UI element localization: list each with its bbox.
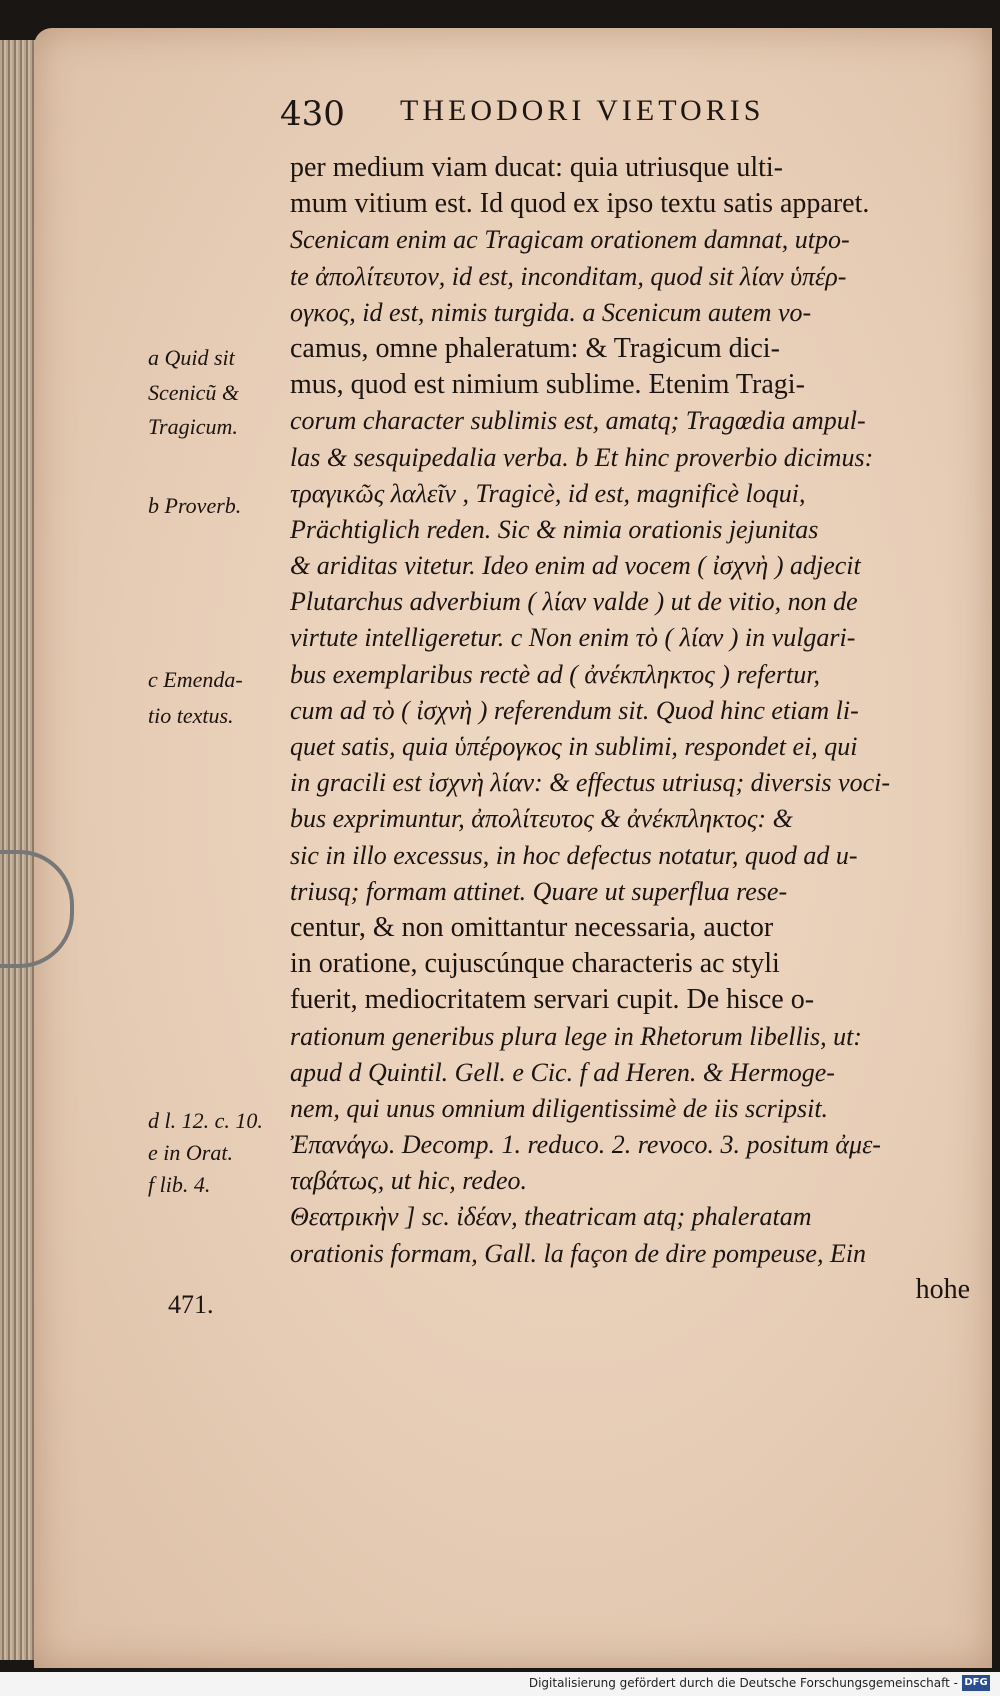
text-line: mum vitium est. Id quod ex ipso textu satis apparet.: [290, 188, 870, 220]
text-line: Scenicam enim ac Tragicam orationem damnat, utpo-: [290, 225, 850, 255]
marginal-note: 471.: [168, 1290, 214, 1319]
dfg-logo: DFG: [962, 1675, 990, 1691]
text-line: ταβάτως, ut hic, redeo.: [290, 1166, 527, 1196]
page-header: [248, 88, 808, 138]
text-line: Ἐπανάγω. Decomp. 1. reduco. 2. revoco. 3. positum ἀμε-: [290, 1130, 881, 1160]
text-line: triusq; formam attinet. Quare ut superflua rese-: [290, 876, 788, 906]
marginal-note: tio textus.: [148, 703, 234, 728]
text-line: virtute intelligeretur. c Non enim τὸ ( λίαν ) in vulgari-: [290, 623, 856, 653]
marginal-note: f lib. 4.: [148, 1172, 211, 1197]
text-line: fuerit, mediocritatem servari cupit. De hisce o-: [290, 984, 815, 1016]
marginal-note: b Proverb.: [148, 493, 242, 518]
text-line: τραγικῶς λαλεῖν , Tragicè, id est, magnificè loqui,: [290, 478, 806, 508]
text-line: orationis formam, Gall. la façon de dire pompeuse, Ein: [290, 1238, 867, 1268]
text-line: in oratione, cujuscúnque characteris ac styli: [290, 948, 780, 980]
footer-bar: [0, 1672, 1000, 1696]
footer-credit: Digitalisierung gefördert durch die Deutsche Forschungsgemeinschaft -: [528, 1676, 958, 1690]
text-line: mus, quod est nimium sublime. Etenim Tragi-: [290, 369, 805, 401]
text-line: quet satis, quia ὑπέρογκος in sublimi, respondet ei, qui: [290, 732, 858, 761]
text-line: in gracili est ἰσχνὴ λίαν: & effectus utriusq; diversis voci-: [290, 768, 891, 798]
text-line: bus exprimuntur, ἀπολίτευτος & ἀνέκπληκτος: &: [290, 804, 793, 834]
marginal-note: a Quid sit: [148, 345, 235, 370]
text-line: nem, qui unus omnium diligentissimè de iis scripsit.: [290, 1093, 829, 1123]
text-line: & ariditas vitetur. Ideo enim ad vocem ( ἰσχνὴ ) adjecit: [290, 551, 861, 581]
marginal-note: c Emenda-: [148, 667, 243, 692]
text-line: corum character sublimis est, amatq; Tragœdia ampul-: [290, 406, 866, 436]
text-line: Θεατρικὴν ] sc. ἰδέαν, theatricam atq; phaleratam: [290, 1202, 812, 1232]
text-line: rationum generibus plura lege in Rhetorum libellis, ut:: [290, 1021, 862, 1051]
marginal-note: e in Orat.: [148, 1140, 233, 1165]
text-line: Prächtiglich reden. Sic & nimia orationis jejunitas: [290, 514, 819, 544]
text-line: te ἀπολίτευτον, id est, inconditam, quod sit λίαν ὑπέρ-: [290, 261, 847, 291]
text-line: per medium viam ducat: quia utriusque ulti-: [290, 152, 783, 183]
text-line: cum ad τὸ ( ἰσχνὴ ) referendum sit. Quod hinc etiam li-: [290, 695, 859, 725]
text-line: bus exemplaribus rectè ad ( ἀνέκπληκτος ) refertur,: [290, 659, 820, 689]
text-line: centur, & non omittantur necessaria, auctor: [290, 911, 774, 943]
text-line: apud d Quintil. Gell. e Cic. f ad Heren. & Hermoge-: [290, 1057, 835, 1087]
running-head: THEODORI VIETORIS: [400, 94, 765, 127]
main-text-block: [290, 150, 980, 1308]
marginal-note: Tragicum.: [148, 414, 238, 439]
text-line: camus, omne phaleratum: & Tragicum dici-: [290, 332, 780, 364]
text-line: hohe: [915, 1273, 970, 1305]
text-line: Plutarchus adverbium ( λίαν valde ) ut de vitio, non de: [290, 587, 858, 617]
marginal-note: Scenicũ &: [148, 380, 240, 405]
text-line: sic in illo excessus, in hoc defectus notatur, quod ad u-: [290, 840, 858, 870]
marginal-note: d l. 12. c. 10.: [148, 1108, 263, 1133]
text-line: ογκος, id est, nimis turgida. a Scenicum autem vo-: [290, 297, 812, 327]
page-number: 430: [280, 94, 345, 134]
text-line: las & sesquipedalia verba. b Et hinc proverbio dicimus:: [290, 442, 874, 472]
